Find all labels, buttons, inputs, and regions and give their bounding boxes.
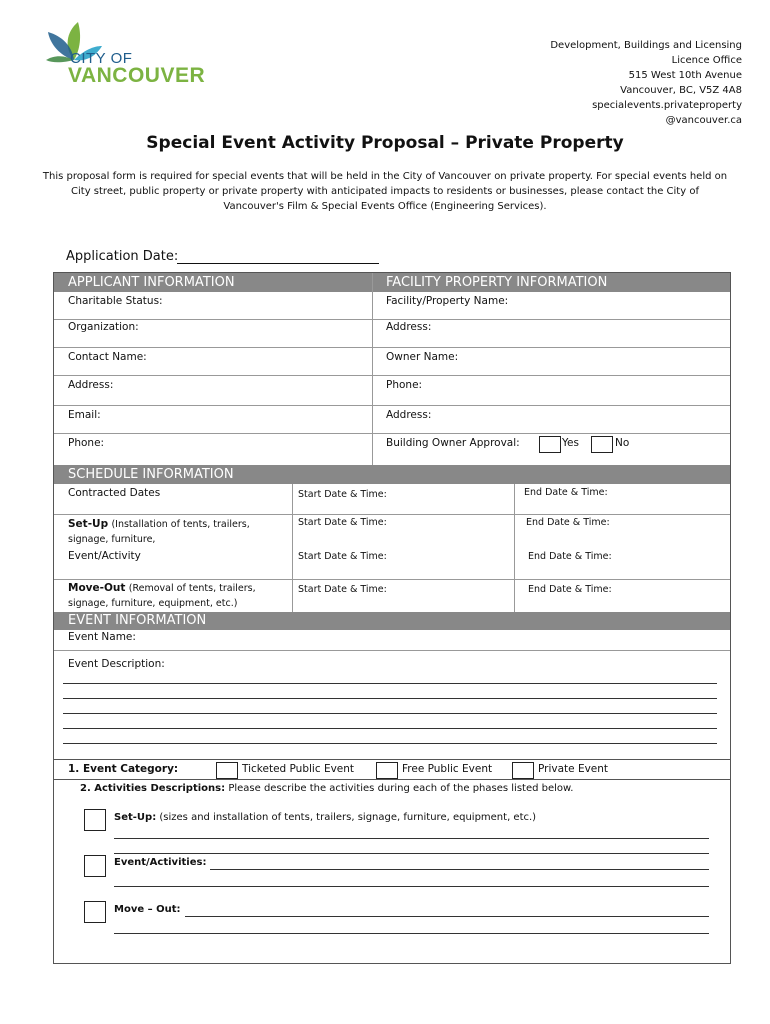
private-event-checkbox[interactable] [512, 762, 534, 779]
ticketed-public-label: Ticketed Public Event [242, 763, 355, 775]
free-public-label: Free Public Event [402, 763, 493, 775]
setup-line[interactable] [114, 853, 709, 854]
row-divider [54, 514, 730, 515]
event-activities-line[interactable] [210, 869, 709, 870]
row-divider [54, 375, 730, 376]
moveout-line[interactable] [114, 933, 709, 934]
setup-end-label: End Date & Time: [526, 517, 610, 528]
activities-row [80, 783, 573, 794]
schedule-heading: SCHEDULE INFORMATION [68, 467, 234, 482]
row-divider [54, 405, 730, 406]
facility-phone-label: Phone: [386, 379, 423, 391]
event-name-label: Event Name: [68, 631, 136, 643]
row-divider [54, 347, 730, 348]
row-divider [54, 319, 730, 320]
row-divider [54, 650, 730, 651]
schedule-col-divider [292, 484, 293, 612]
approval-yes-checkbox[interactable] [539, 436, 561, 453]
application-date-label: Application Date: [66, 249, 179, 264]
setup-note: (Installation of tents, trailers, signage, furniture, [68, 519, 250, 545]
proposal-form [53, 272, 731, 964]
activities-note: Please describe the activities during each of the phases listed below. [228, 783, 574, 794]
moveout-activity-label: Move – Out: [114, 904, 181, 915]
applicant-address-label: Address: [68, 379, 114, 391]
event-heading: EVENT INFORMATION [68, 613, 207, 628]
setup-activity-row [114, 812, 536, 823]
description-line[interactable] [63, 728, 717, 729]
row-divider [54, 779, 730, 780]
moveout-checkbox[interactable] [84, 901, 106, 923]
moveout-note: (Removal of tents, trailers, signage, furniture, equipment, etc.) [68, 583, 256, 609]
address-line: 515 West 10th Avenue [628, 70, 742, 81]
facility-heading: FACILITY PROPERTY INFORMATION [386, 275, 608, 290]
logo-city-of: CITY OF [70, 50, 133, 67]
event-activities-line[interactable] [114, 886, 709, 887]
setup-activity-note: (sizes and installation of tents, trailers, signage, furniture, equipment, etc.) [159, 812, 537, 823]
setup-activity-label: Set-Up: [114, 812, 157, 823]
address-line: specialevents.privateproperty [592, 100, 742, 111]
intro-paragraph: This proposal form is required for special events that will be held in the City of Vancouver on private property. For special events held on City street, public property or private property with anticipated impacts to residents or businesses, please contact the City of Vancouver's Film & Special Events Office (Engineering Services). [42, 171, 728, 212]
description-line[interactable] [63, 743, 717, 744]
activities-label: 2. Activities Descriptions: [80, 783, 226, 794]
event-activity-label: Event/Activity [68, 550, 141, 562]
contracted-end-label: End Date & Time: [524, 487, 608, 498]
moveout-line[interactable] [185, 916, 709, 917]
approval-yes-label: Yes [562, 437, 579, 449]
column-divider [372, 273, 373, 465]
building-owner-approval-label: Building Owner Approval: [386, 437, 520, 449]
ticketed-public-checkbox[interactable] [216, 762, 238, 779]
event-category-label: 1. Event Category: [68, 763, 179, 775]
setup-checkbox[interactable] [84, 809, 106, 831]
setup-start-label: Start Date & Time: [298, 517, 387, 528]
event-start-label: Start Date & Time: [298, 551, 387, 562]
event-activities-label: Event/Activities: [114, 857, 207, 868]
event-end-label: End Date & Time: [528, 551, 612, 562]
moveout-label: Move-Out [68, 582, 126, 594]
setup-line[interactable] [114, 838, 709, 839]
logo-vancouver: VANCOUVER [68, 64, 206, 87]
contracted-start-label: Start Date & Time: [298, 489, 387, 500]
approval-no-checkbox[interactable] [591, 436, 613, 453]
owner-address-label: Address: [386, 409, 432, 421]
moveout-row-label [68, 581, 288, 611]
application-date-field[interactable] [177, 263, 379, 264]
private-event-label: Private Event [538, 763, 609, 775]
applicant-phone-label: Phone: [68, 437, 105, 449]
email-label: Email: [68, 409, 101, 421]
owner-name-label: Owner Name: [386, 351, 459, 363]
row-divider [54, 759, 730, 760]
setup-row-label [68, 517, 288, 547]
address-line: @vancouver.ca [665, 115, 742, 126]
charitable-status-label: Charitable Status: [68, 295, 163, 307]
moveout-end-label: End Date & Time: [528, 584, 612, 595]
description-line[interactable] [63, 713, 717, 714]
approval-no-label: No [615, 437, 630, 449]
facility-name-label: Facility/Property Name: [386, 295, 509, 307]
row-divider [54, 433, 730, 434]
row-divider [54, 579, 730, 580]
address-line: Licence Office [671, 55, 742, 66]
description-line[interactable] [63, 683, 717, 684]
applicant-heading: APPLICANT INFORMATION [68, 275, 235, 290]
moveout-start-label: Start Date & Time: [298, 584, 387, 595]
schedule-col-divider [514, 484, 515, 612]
event-activities-checkbox[interactable] [84, 855, 106, 877]
organization-label: Organization: [68, 321, 139, 333]
setup-label: Set-Up [68, 518, 109, 530]
page-title: Special Event Activity Proposal – Private Property [146, 133, 624, 153]
facility-address-label: Address: [386, 321, 432, 333]
description-line[interactable] [63, 698, 717, 699]
address-line: Development, Buildings and Licensing [550, 40, 742, 51]
contact-name-label: Contact Name: [68, 351, 147, 363]
event-description-label: Event Description: [68, 658, 165, 670]
free-public-checkbox[interactable] [376, 762, 398, 779]
address-line: Vancouver, BC, V5Z 4A8 [620, 85, 742, 96]
office-address [550, 38, 742, 128]
contracted-dates-label: Contracted Dates [68, 487, 161, 499]
